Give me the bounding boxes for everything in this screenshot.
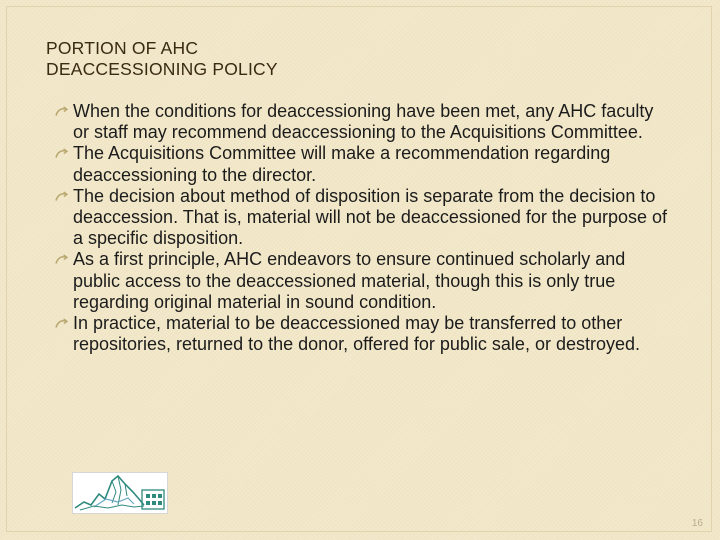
- curved-arrow-bullet-icon: [53, 313, 70, 334]
- bullet-item: [56, 143, 668, 185]
- curved-arrow-bullet-icon: [53, 143, 70, 164]
- bullet-item: [56, 101, 668, 143]
- curved-arrow-bullet-icon: [53, 249, 70, 270]
- slide-title-line-1: PORTION OF AHC: [46, 38, 199, 58]
- bullet-item: [56, 313, 668, 355]
- bullet-text: The Acquisitions Committee will make a recommendation regarding deaccessioning to the director.: [73, 143, 611, 185]
- bullet-item: [56, 186, 668, 250]
- page-number: 16: [691, 518, 703, 529]
- bullet-text: When the conditions for deaccessioning have been met, any AHC faculty or staff may recommend deaccessioning to the Acquisitions Committee.: [73, 101, 654, 143]
- curved-arrow-bullet-icon: [53, 101, 70, 122]
- bullet-text: The decision about method of disposition is separate from the decision to deaccession. That is, material will not be deaccessioned for the purpose of a specific disposition.: [73, 185, 667, 249]
- bullet-item: [56, 249, 668, 313]
- slide-title: [46, 38, 606, 80]
- bullet-text: As a first principle, AHC endeavors to ensure continued scholarly and public access to the deaccessioned material, though this is only true regarding original material in sound condition.: [73, 249, 626, 312]
- slide-title-line-2: DEACCESSIONING POLICY: [46, 59, 278, 79]
- ahc-logo-icon: [72, 472, 168, 514]
- bullet-text: In practice, material to be deaccessioned may be transferred to other repositories, returned to the donor, offered for public sale, or destroyed.: [73, 313, 640, 355]
- curved-arrow-bullet-icon: [53, 186, 70, 207]
- bullet-list: [56, 101, 668, 355]
